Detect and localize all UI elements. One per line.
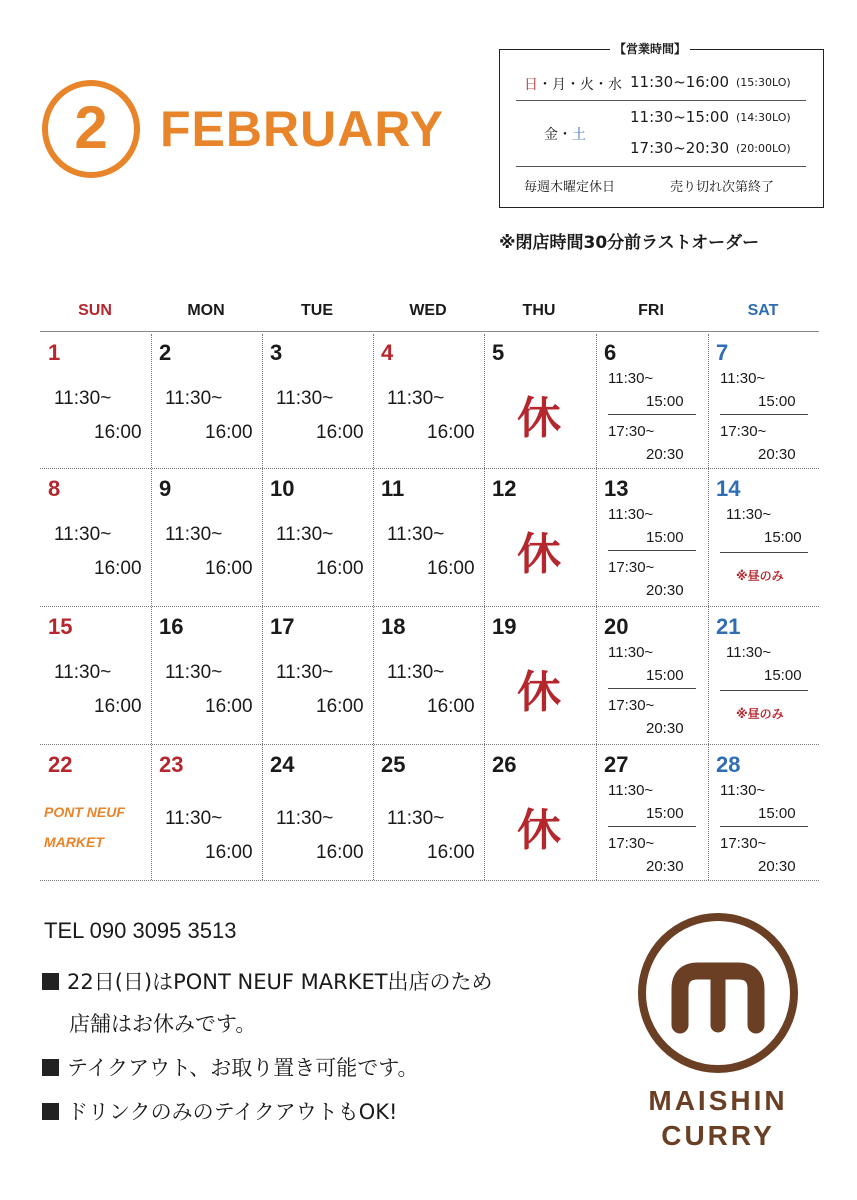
open-end: 16:00 [205,842,253,863]
open-start: 11:30~ [387,524,445,545]
open-end: 16:00 [205,558,253,579]
day-cell [151,608,262,746]
day-number: 13 [604,476,629,501]
day-number: 12 [492,476,517,501]
open-end: 16:00 [316,422,364,443]
day-number: 24 [270,752,295,777]
day-cell [40,470,151,608]
open-start: 11:30~ [387,808,445,829]
open-start: 11:30~ [276,388,334,409]
day-cell [373,470,484,608]
hours-weekday-lo: (15:30LO) [736,76,791,89]
slot-divider [720,826,808,827]
day-number: 20 [604,614,629,639]
open-start: 11:30~ [276,662,334,683]
day-cell [262,334,373,470]
sold-out-note: 売り切れ次第終了 [670,180,775,195]
lunch-start: 11:30~ [608,370,654,387]
dinner-start: 17:30~ [608,423,655,440]
weekday-header: TUE [301,302,333,319]
month-number: 2 [74,94,108,161]
day-number: 23 [159,752,184,777]
day-cell [484,334,595,470]
day-number: 25 [381,752,406,777]
weekday-header: WED [409,302,447,319]
day-number: 6 [604,340,617,365]
lunch-end: 15:00 [646,667,684,684]
slot-divider [608,688,696,689]
open-end: 16:00 [427,696,475,717]
lunch-end: 15:00 [646,393,684,410]
hours-weekend-dinner: 17:30~20:30 [630,139,730,157]
business-hours-title: 【営業時間】 [610,40,690,57]
lunch-end: 15:00 [646,529,684,546]
open-start: 11:30~ [54,524,112,545]
open-start: 11:30~ [276,524,334,545]
hours-divider [516,100,806,101]
open-end: 16:00 [427,558,475,579]
day-cell [262,746,373,880]
day-number: 8 [48,476,61,501]
open-end: 16:00 [427,422,475,443]
day-cell [40,608,151,746]
dinner-end: 20:30 [758,446,796,463]
hours-divider [516,166,806,167]
day-number: 27 [604,752,629,777]
regular-holiday-note: 毎週木曜定休日 [524,180,616,195]
day-cell [708,470,819,608]
day-cell [262,470,373,608]
open-end: 16:00 [94,696,142,717]
slot-divider [720,414,808,415]
day-number: 11 [381,476,405,501]
lunch-end: 15:00 [758,805,796,822]
bullet-square-icon [42,1103,59,1120]
last-order-note: ※閉店時間30分前ラストオーダー [499,233,760,253]
day-number: 18 [381,614,406,639]
month-name: FEBRUARY [160,101,444,157]
hours-weekend-dinner-lo: (20:00LO) [736,142,791,155]
day-cell [708,334,819,470]
day-number: 26 [492,752,517,777]
closed-mark: 休 [517,667,561,718]
open-end: 16:00 [316,696,364,717]
day-number: 2 [159,340,172,365]
day-number: 4 [381,340,394,365]
day-number: 22 [48,752,73,777]
day-number: 21 [716,614,741,639]
open-start: 11:30~ [387,662,445,683]
open-start: 11:30~ [54,662,112,683]
closed-mark: 休 [517,805,561,856]
day-number: 5 [492,340,505,365]
footer-note-drink: ドリンクのみのテイクアウトもOK! [42,1096,397,1126]
day-cell [708,746,819,880]
lunch-start: 11:30~ [726,506,772,523]
dinner-end: 20:30 [646,720,684,737]
lunch-start: 11:30~ [720,782,766,799]
day-cell [262,608,373,746]
day-number: 28 [716,752,741,777]
calendar-top-rule [40,331,819,332]
day-number: 19 [492,614,517,639]
dinner-start: 17:30~ [720,423,767,440]
dinner-end: 20:30 [758,858,796,875]
open-start: 11:30~ [165,662,223,683]
telephone: TEL 090 3095 3513 [44,918,237,943]
event-label: MARKET [44,834,104,850]
open-end: 16:00 [94,558,142,579]
dinner-end: 20:30 [646,446,684,463]
dinner-start: 17:30~ [608,697,655,714]
open-start: 11:30~ [165,388,223,409]
weekday-header: SUN [78,302,112,319]
dinner-end: 20:30 [646,858,684,875]
lunch-end: 15:00 [758,393,796,410]
logo-text-curry: CURRY [661,1120,775,1151]
bullet-square-icon [42,1059,59,1076]
day-cell [708,608,819,746]
slot-divider [608,414,696,415]
lunch-start: 11:30~ [608,506,654,523]
open-start: 11:30~ [54,388,112,409]
open-end: 16:00 [205,696,253,717]
day-number: 17 [270,614,295,639]
weekday-header: MON [187,302,225,319]
lunch-end: 15:00 [764,529,802,546]
open-start: 11:30~ [165,808,223,829]
hours-weekend-lunch-lo: (14:30LO) [736,111,791,124]
day-cell [596,470,707,608]
weekday-header: FRI [638,302,664,319]
open-end: 16:00 [94,422,142,443]
dinner-start: 17:30~ [720,835,767,852]
day-cell [151,746,262,880]
day-number: 1 [48,340,61,365]
day-cell [373,746,484,880]
day-number: 16 [159,614,184,639]
day-number: 9 [159,476,172,501]
open-start: 11:30~ [387,388,445,409]
footer-note-closure-cont: 店舗はお休みです。 [69,1012,257,1036]
dinner-end: 20:30 [646,582,684,599]
lunch-start: 11:30~ [720,370,766,387]
bullet-square-icon [42,973,59,990]
slot-divider [720,690,808,691]
day-number: 14 [716,476,741,501]
day-cell [151,334,262,470]
day-number: 7 [716,340,729,365]
lunch-end: 15:00 [764,667,802,684]
day-cell [596,334,707,470]
footer-note-takeout: テイクアウト、お取り置き可能です。 [42,1052,419,1082]
hours-weekend-lunch: 11:30~15:00 [630,108,730,126]
closed-mark: 休 [517,529,561,580]
logo-text-maishin: MAISHIN [648,1085,788,1116]
day-cell [484,746,595,880]
day-cell [40,334,151,470]
day-cell [373,334,484,470]
day-number: 10 [270,476,295,501]
open-end: 16:00 [427,842,475,863]
row-divider [40,880,819,881]
day-cell [373,608,484,746]
lunch-only-note: ※昼のみ [736,707,784,721]
open-end: 16:00 [205,422,253,443]
day-number: 3 [270,340,283,365]
slot-divider [720,552,808,553]
day-number: 15 [48,614,73,639]
closed-mark: 休 [517,393,561,444]
open-start: 11:30~ [276,808,334,829]
day-cell [596,746,707,880]
slot-divider [608,826,696,827]
footer-note-closure: 22日(日)はPONT NEUF MARKET出店のため [42,966,493,996]
hours-weekday-time: 11:30~16:00 [630,73,730,91]
open-end: 16:00 [316,842,364,863]
business-hours-box [499,49,824,208]
event-label: PONT NEUF [44,804,125,820]
weekday-header: THU [522,302,556,319]
lunch-end: 15:00 [646,805,684,822]
slot-divider [608,550,696,551]
day-cell [596,608,707,746]
weekday-header: SAT [747,302,779,319]
dinner-start: 17:30~ [608,835,655,852]
day-cell [484,608,595,746]
lunch-start: 11:30~ [726,644,772,661]
lunch-only-note: ※昼のみ [736,569,784,583]
day-cell [40,746,151,880]
dinner-start: 17:30~ [608,559,655,576]
lunch-start: 11:30~ [608,644,654,661]
lunch-start: 11:30~ [608,782,654,799]
day-cell [484,470,595,608]
day-cell [151,470,262,608]
hours-days-weekday: 日・月・火・水 [524,77,622,93]
hours-days-weekend: 金・土 [544,127,586,143]
logo-m-icon [638,913,798,1073]
open-end: 16:00 [316,558,364,579]
open-start: 11:30~ [165,524,223,545]
